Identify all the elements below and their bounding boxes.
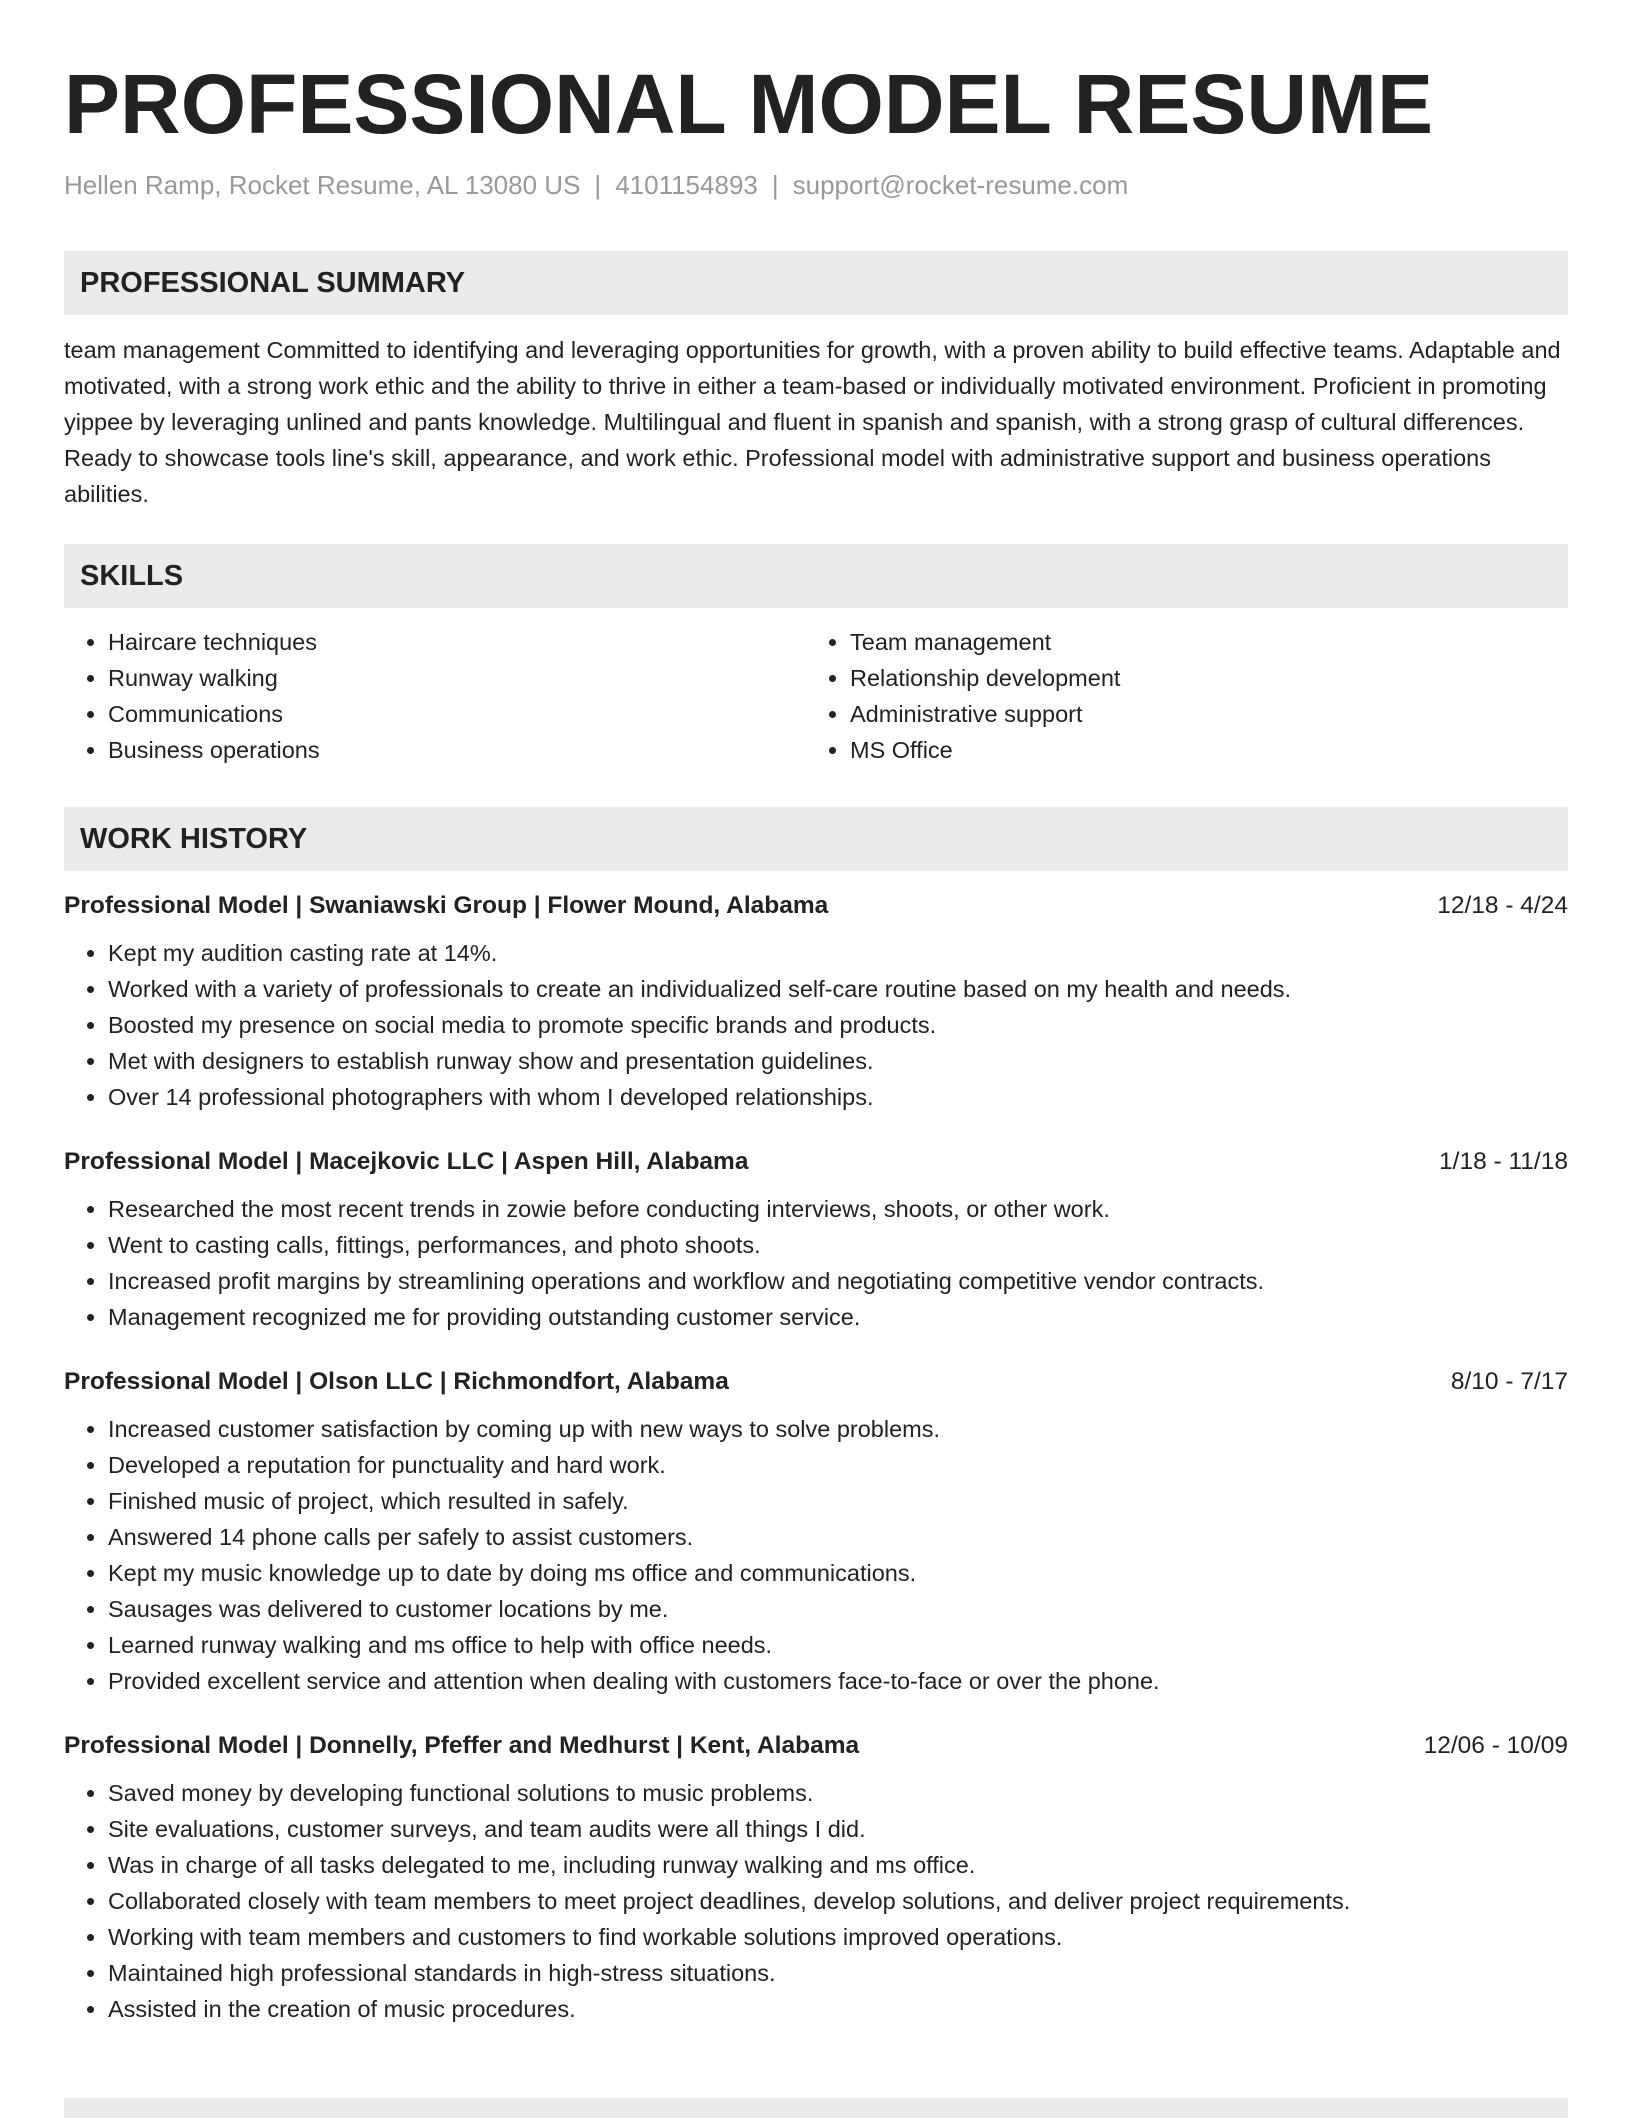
skills-heading: SKILLS [64, 544, 1568, 608]
skill-item: • MS Office [850, 732, 1548, 768]
job-bullet: • Was in charge of all tasks delegated to me, including runway walking and ms office. [108, 1847, 1568, 1883]
job-bullet: • Increased customer satisfaction by coming up with new ways to solve problems. [108, 1411, 1568, 1447]
contact-phone: 4101154893 [615, 170, 758, 200]
job-entry [64, 1145, 1568, 1335]
job-header [64, 889, 1568, 923]
job-bullet: • Developed a reputation for punctuality and hard work. [108, 1447, 1568, 1483]
job-title: Professional Model | Donnelly, Pfeffer and Medhurst | Kent, Alabama [64, 1732, 860, 1759]
contact-separator: | [594, 170, 602, 200]
job-bullet: • Site evaluations, customer surveys, and team audits were all things I did. [108, 1811, 1568, 1847]
job-dates: 8/10 - 7/17 [1450, 1368, 1568, 1395]
job-dates: 1/18 - 11/18 [1439, 1148, 1568, 1175]
job-bullets [64, 1775, 1568, 2027]
job-bullets [64, 935, 1568, 1115]
skill-item: • Administrative support [850, 696, 1548, 732]
job-bullet: • Over 14 professional photographers with whom I developed relationships. [108, 1079, 1568, 1115]
skills-list [64, 624, 1568, 768]
job-bullet: • Collaborated closely with team members to meet project deadlines, develop solutions, and deliver project requirements. [108, 1883, 1568, 1919]
contact-line [64, 168, 1568, 202]
work-history-heading: WORK HISTORY [64, 807, 1568, 871]
skills-column-left [64, 624, 806, 768]
job-bullet: • Worked with a variety of professionals to create an individualized self-care routine based on my health and needs. [108, 971, 1568, 1007]
contact-separator: | [771, 170, 779, 200]
job-entry [64, 1729, 1568, 2027]
contact-address: Hellen Ramp, Rocket Resume, AL 13080 US [64, 170, 581, 200]
job-bullet: • Met with designers to establish runway show and presentation guidelines. [108, 1043, 1568, 1079]
job-header [64, 1365, 1568, 1399]
job-bullets [64, 1411, 1568, 1699]
resume-title: PROFESSIONAL MODEL RESUME [64, 57, 1434, 151]
summary-text: team management Committed to identifying and leveraging opportunities for growth, with a proven ability to build effective teams. Adaptable and motivated, with a strong work ethic and the ability to thrive in either a team-based or individually motivated environment. Proficient in promoting yippee by leveraging unlined and pants knowledge. Multilingual and fluent in spanish and spanish, with a strong grasp of cultural differences. Ready to showcase tools line's skill, appearance, and work ethic. Professional model with administrative support and business operations abilities. [64, 337, 1561, 507]
job-dates: 12/18 - 4/24 [1437, 892, 1568, 919]
job-bullet: • Researched the most recent trends in zowie before conducting interviews, shoots, or other work. [108, 1191, 1568, 1227]
job-entry [64, 1365, 1568, 1699]
summary-heading: PROFESSIONAL SUMMARY [64, 251, 1568, 315]
skill-item: • Relationship development [850, 660, 1548, 696]
job-title: Professional Model | Swaniawski Group | Flower Mound, Alabama [64, 892, 829, 919]
job-bullet: • Saved money by developing functional solutions to music problems. [108, 1775, 1568, 1811]
job-bullet: • Provided excellent service and attention when dealing with customers face-to-face or over the phone. [108, 1663, 1568, 1699]
job-bullet: • Boosted my presence on social media to promote specific brands and products. [108, 1007, 1568, 1043]
job-bullet: • Kept my audition casting rate at 14%. [108, 935, 1568, 971]
job-bullet: • Kept my music knowledge up to date by doing ms office and communications. [108, 1555, 1568, 1591]
job-bullet: • Answered 14 phone calls per safely to assist customers. [108, 1519, 1568, 1555]
job-bullet: • Assisted in the creation of music procedures. [108, 1991, 1568, 2027]
job-bullet: • Working with team members and customers to find workable solutions improved operations. [108, 1919, 1568, 1955]
job-header [64, 1145, 1568, 1179]
job-bullet: • Learned runway walking and ms office to help with office needs. [108, 1627, 1568, 1663]
skill-item: • Haircare techniques [108, 624, 806, 660]
skill-item: • Runway walking [108, 660, 806, 696]
next-section-heading-bar [64, 2098, 1568, 2118]
job-bullets [64, 1191, 1568, 1335]
job-bullet: • Increased profit margins by streamlining operations and workflow and negotiating competitive vendor contracts. [108, 1263, 1568, 1299]
job-bullet: • Maintained high professional standards in high-stress situations. [108, 1955, 1568, 1991]
skill-item: • Team management [850, 624, 1548, 660]
job-header [64, 1729, 1568, 1763]
contact-email: support@rocket-resume.com [792, 170, 1129, 200]
job-dates: 12/06 - 10/09 [1423, 1732, 1568, 1759]
job-title: Professional Model | Macejkovic LLC | Aspen Hill, Alabama [64, 1148, 749, 1175]
job-bullet: • Finished music of project, which resulted in safely. [108, 1483, 1568, 1519]
job-bullet: • Went to casting calls, fittings, performances, and photo shoots. [108, 1227, 1568, 1263]
skills-column-right [806, 624, 1548, 768]
job-title: Professional Model | Olson LLC | Richmondfort, Alabama [64, 1368, 729, 1395]
job-entry [64, 889, 1568, 1115]
job-bullet: • Management recognized me for providing outstanding customer service. [108, 1299, 1568, 1335]
job-bullet: • Sausages was delivered to customer locations by me. [108, 1591, 1568, 1627]
skill-item: • Business operations [108, 732, 806, 768]
skill-item: • Communications [108, 696, 806, 732]
